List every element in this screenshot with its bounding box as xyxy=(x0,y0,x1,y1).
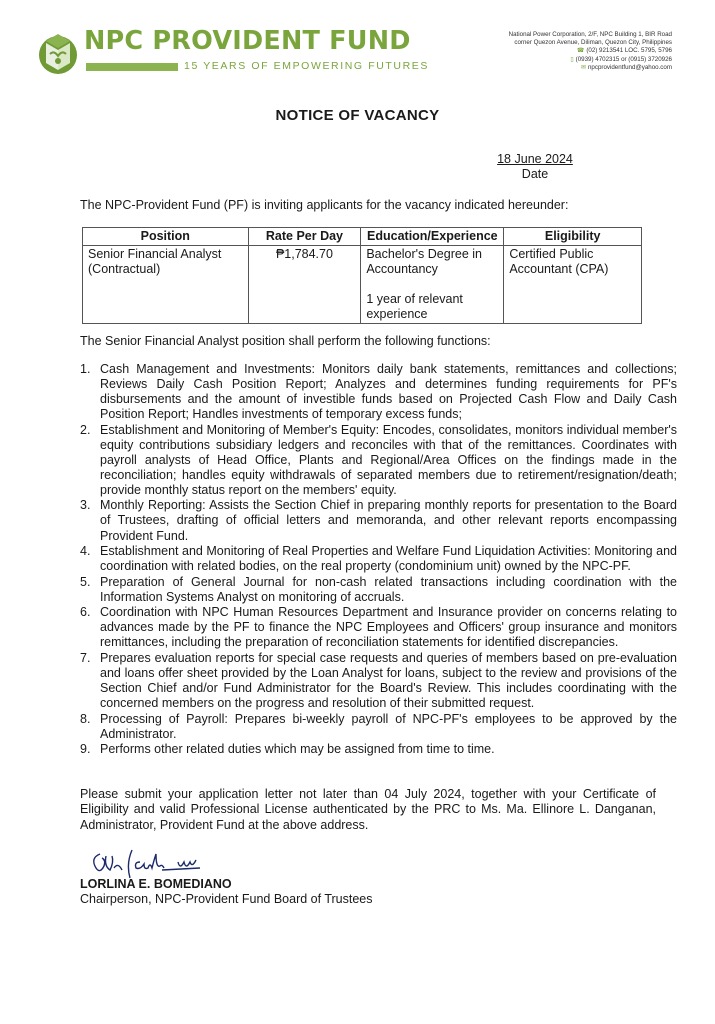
list-item xyxy=(79,362,677,422)
contact-block xyxy=(442,31,672,72)
list-item xyxy=(79,712,677,742)
header-rate: Rate Per Day xyxy=(248,228,361,246)
tagline-bar xyxy=(86,63,178,71)
list-number: 5. xyxy=(80,574,91,589)
list-item xyxy=(79,575,677,605)
list-number: 6. xyxy=(80,605,91,620)
list-number: 4. xyxy=(80,544,91,559)
experience-text: 1 year of relevant experience xyxy=(366,292,463,321)
closing-paragraph: Please submit your application letter not later than 04 July 2024, together with your Certificate of Eligibility and valid Professional License authenticated by the PRC to Ms. Ma. Ellinore L. Danganan, Administrator, Provident Fund at the above address. xyxy=(80,787,656,832)
email-address: npcprovidentfund@yahoo.com xyxy=(587,63,672,71)
list-item xyxy=(79,544,677,574)
phone-line xyxy=(442,47,672,55)
list-item xyxy=(79,605,677,650)
list-text: Preparation of General Journal for non-cash related transactions including coordination with the Information Systems Analyst on monitoring of accruals. xyxy=(100,574,677,604)
list-text: Prepares evaluation reports for special case requests and queries of members based on pre-evaluation and loans offer sheet provided by the Loan Analyst for loans, subject to the review and provisions of the Section Chief and/or Fund Administrator for the Board's Review. This includes coordinating with the concerned members on the progress and resolution of their submitted request. xyxy=(100,650,677,711)
education-text: Bachelor's Degree in Accountancy xyxy=(366,247,482,276)
vacancy-table xyxy=(82,227,642,324)
address-line-1: National Power Corporation, 2/F, NPC Building 1, BIR Road xyxy=(508,31,672,38)
table-row xyxy=(83,246,642,324)
list-number: 7. xyxy=(80,650,91,665)
functions-list xyxy=(79,362,677,758)
list-text: Performs other related duties which may be assigned from time to time. xyxy=(100,742,495,757)
signatory-title: Chairperson, NPC-Provident Fund Board of Trustees xyxy=(80,892,373,906)
header-eligibility: Eligibility xyxy=(504,228,642,246)
date-block xyxy=(470,152,600,182)
cell-position: Senior Financial Analyst (Contractual) xyxy=(83,246,249,324)
list-item xyxy=(79,651,677,711)
mobile-line xyxy=(442,56,672,64)
signatory-name: LORLINA E. BOMEDIANO xyxy=(80,877,232,891)
list-text: Processing of Payroll: Prepares bi-weekly payroll of NPC-PF's employees to be approved by the Administrator. xyxy=(100,711,677,741)
address-line-2: corner Quezon Avenue, Diliman, Quezon City, Philippines xyxy=(514,39,672,47)
npc-pf-logo-icon xyxy=(36,30,80,76)
list-text: Monthly Reporting: Assists the Section Chief in preparing monthly reports for presentation to the Board of Trustees, drafting of official letters and memoranda, and other relevant reports encompassing Provident Fund. xyxy=(100,498,677,543)
phone-icon: ☎ xyxy=(576,48,585,55)
email-line xyxy=(442,64,672,72)
list-text: Establishment and Monitoring of Member's Equity: Encodes, consolidates, monitors individual member's equity contributions subsidiary ledgers and reconciles with that of the remittances. Coordinates with payroll analysts of Head Office, Plants and Regional/Area Offices on the findings made in the reconciliation; handles equity withdrawals of separated members due to retirement/resignation/death; provide monthly status report on the members' equity. xyxy=(100,422,677,497)
list-text: Establishment and Monitoring of Real Properties and Welfare Fund Liquidation Activities: Monitoring and coordination with related bodies, on the real property (condominium unit) owned by the NPC-PF. xyxy=(100,544,677,574)
list-number: 3. xyxy=(80,498,91,513)
cell-eligibility: Certified Public Accountant (CPA) xyxy=(504,246,642,324)
document-title: NOTICE OF VACANCY xyxy=(275,107,440,124)
email-icon: ✉ xyxy=(580,64,586,71)
list-number: 1. xyxy=(80,362,91,376)
functions-intro: The Senior Financial Analyst position shall perform the following functions: xyxy=(80,334,491,348)
cell-education xyxy=(361,246,504,324)
list-item xyxy=(79,498,677,543)
mobile-number: (0939) 4702315 or (0915) 3720926 xyxy=(575,55,672,63)
list-text: Coordination with NPC Human Resources Department and Insurance provider on concerns relating to advances made by the PF to finance the NPC Employees and Officers' group insurance and monitors remittances, including the preparation of reconciliation statements for identified discrepancies. xyxy=(100,605,677,650)
tagline: 15 YEARS OF EMPOWERING FUTURES xyxy=(184,60,430,72)
header-position: Position xyxy=(83,228,249,246)
list-item xyxy=(79,423,677,498)
mobile-icon: ▯ xyxy=(570,56,574,63)
list-item xyxy=(79,742,677,757)
org-name: NPC PROVIDENT FUND xyxy=(84,26,411,56)
intro-paragraph: The NPC-Provident Fund (PF) is inviting applicants for the vacancy indicated hereunder: xyxy=(80,198,569,212)
cell-rate: ₱1,784.70 xyxy=(248,246,361,324)
date-label: Date xyxy=(521,167,549,181)
list-number: 2. xyxy=(80,422,91,437)
header-education: Education/Experience xyxy=(361,228,504,246)
date-value: 18 June 2024 xyxy=(497,152,573,166)
table-header-row xyxy=(83,228,642,246)
list-number: 8. xyxy=(80,711,91,726)
list-number: 9. xyxy=(80,742,91,757)
list-text: Cash Management and Investments: Monitors daily bank statements, remittances and collections; Reviews Daily Cash Position Report; Analyzes and determines funding requirements for PF's disbursements and the amount of investible funds based on Projected Cash Flow and Daily Cash Position Report; Handles investments of temporary excess funds; xyxy=(100,362,677,422)
phone-number: (02) 9213541 LOC. 5795, 5796 xyxy=(586,47,672,55)
